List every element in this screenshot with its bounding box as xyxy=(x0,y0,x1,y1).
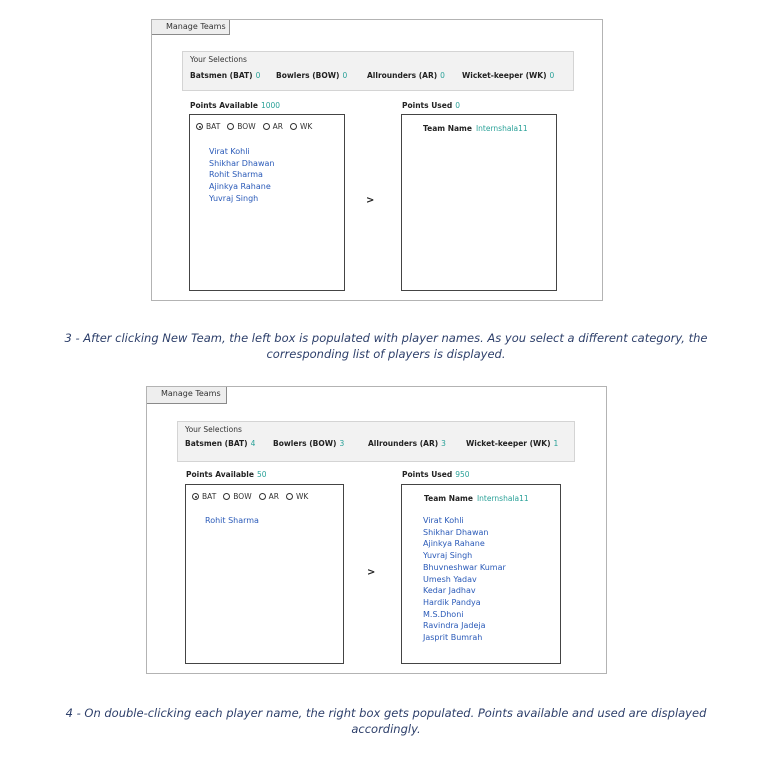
points-used: Points Used 0 xyxy=(402,101,461,110)
bowlers-count: Bowlers (BOW) 3 xyxy=(273,439,345,448)
radio-ar[interactable]: AR xyxy=(263,122,283,131)
radio-selected-icon xyxy=(192,493,199,500)
team-name: Team Name Internshala11 xyxy=(423,124,528,133)
selections-title: Your Selections xyxy=(185,425,242,434)
radio-bat[interactable]: BAT xyxy=(196,122,220,131)
radio-empty-icon xyxy=(259,493,266,500)
list-item[interactable]: Yuvraj Singh xyxy=(209,193,259,203)
caption-step-4: 4 - On double-clicking each player name, the right box gets populated. Points available and used are displayed accordingly. xyxy=(65,706,707,736)
radio-wk[interactable]: WK xyxy=(286,492,308,501)
list-item[interactable]: Jasprit Bumrah xyxy=(423,633,483,643)
available-players-box xyxy=(189,114,345,291)
caption-step-3: 3 - After clicking New Team, the left box is populated with player names. As you select a different category, the corresponding list of players is displayed. xyxy=(64,331,708,361)
radio-empty-icon xyxy=(223,493,230,500)
radio-empty-icon xyxy=(227,123,234,130)
list-item[interactable]: Yuvraj Singh xyxy=(423,551,473,561)
radio-bow[interactable]: BOW xyxy=(223,492,251,501)
tab-manage-teams[interactable]: Manage Teams xyxy=(152,20,230,35)
list-item[interactable]: Virat Kohli xyxy=(423,516,464,525)
move-arrow-button[interactable]: > xyxy=(367,567,376,578)
radio-wk[interactable]: WK xyxy=(290,122,312,131)
list-item[interactable]: Ajinkya Rahane xyxy=(209,182,271,192)
selected-team-box xyxy=(401,114,557,291)
available-players-box xyxy=(185,484,344,664)
list-item[interactable]: Ravindra Jadeja xyxy=(423,621,486,631)
radio-bow[interactable]: BOW xyxy=(227,122,255,131)
radio-selected-icon xyxy=(196,123,203,130)
move-arrow-button[interactable]: > xyxy=(366,195,375,206)
batsmen-count: Batsmen (BAT) 0 xyxy=(190,71,261,80)
list-item[interactable]: Virat Kohli xyxy=(209,147,250,156)
manage-teams-mockup-1 xyxy=(151,19,603,301)
radio-ar[interactable]: AR xyxy=(259,492,279,501)
list-item[interactable]: Hardik Pandya xyxy=(423,597,481,607)
your-selections-panel xyxy=(182,51,574,91)
list-item[interactable]: Shikhar Dhawan xyxy=(209,158,275,168)
batsmen-count: Batsmen (BAT) 4 xyxy=(185,439,256,448)
tab-manage-teams[interactable]: Manage Teams xyxy=(147,387,227,404)
list-item[interactable]: Rohit Sharma xyxy=(209,170,263,180)
list-item[interactable]: Kedar Jadhav xyxy=(423,586,476,596)
selected-team-box xyxy=(401,484,561,664)
radio-bat[interactable]: BAT xyxy=(192,492,216,501)
points-available: Points Available 50 xyxy=(186,470,267,479)
selected-player-list xyxy=(423,515,506,644)
bowlers-count: Bowlers (BOW) 0 xyxy=(276,71,348,80)
category-radio-group xyxy=(192,492,315,501)
selections-title: Your Selections xyxy=(190,55,247,64)
list-item[interactable]: Bhuvneshwar Kumar xyxy=(423,562,506,572)
points-available: Points Available 1000 xyxy=(190,101,281,110)
allrounders-count: Allrounders (AR) 0 xyxy=(367,71,445,80)
player-list xyxy=(209,146,274,205)
list-item[interactable]: Ajinkya Rahane xyxy=(423,539,485,549)
radio-empty-icon xyxy=(290,123,297,130)
points-used: Points Used 950 xyxy=(402,470,470,479)
player-list xyxy=(205,515,259,527)
manage-teams-mockup-2 xyxy=(146,386,607,674)
category-radio-group xyxy=(196,122,319,131)
list-item[interactable]: Shikhar Dhawan xyxy=(423,527,489,537)
team-name: Team Name Internshala11 xyxy=(424,494,529,503)
allrounders-count: Allrounders (AR) 3 xyxy=(368,439,446,448)
wicketkeeper-count: Wicket-keeper (WK) 0 xyxy=(462,71,555,80)
radio-empty-icon xyxy=(263,123,270,130)
list-item[interactable]: Rohit Sharma xyxy=(205,516,259,525)
list-item[interactable]: M.S.Dhoni xyxy=(423,609,464,619)
wicketkeeper-count: Wicket-keeper (WK) 1 xyxy=(466,439,559,448)
your-selections-panel xyxy=(177,421,575,462)
radio-empty-icon xyxy=(286,493,293,500)
list-item[interactable]: Umesh Yadav xyxy=(423,574,477,584)
